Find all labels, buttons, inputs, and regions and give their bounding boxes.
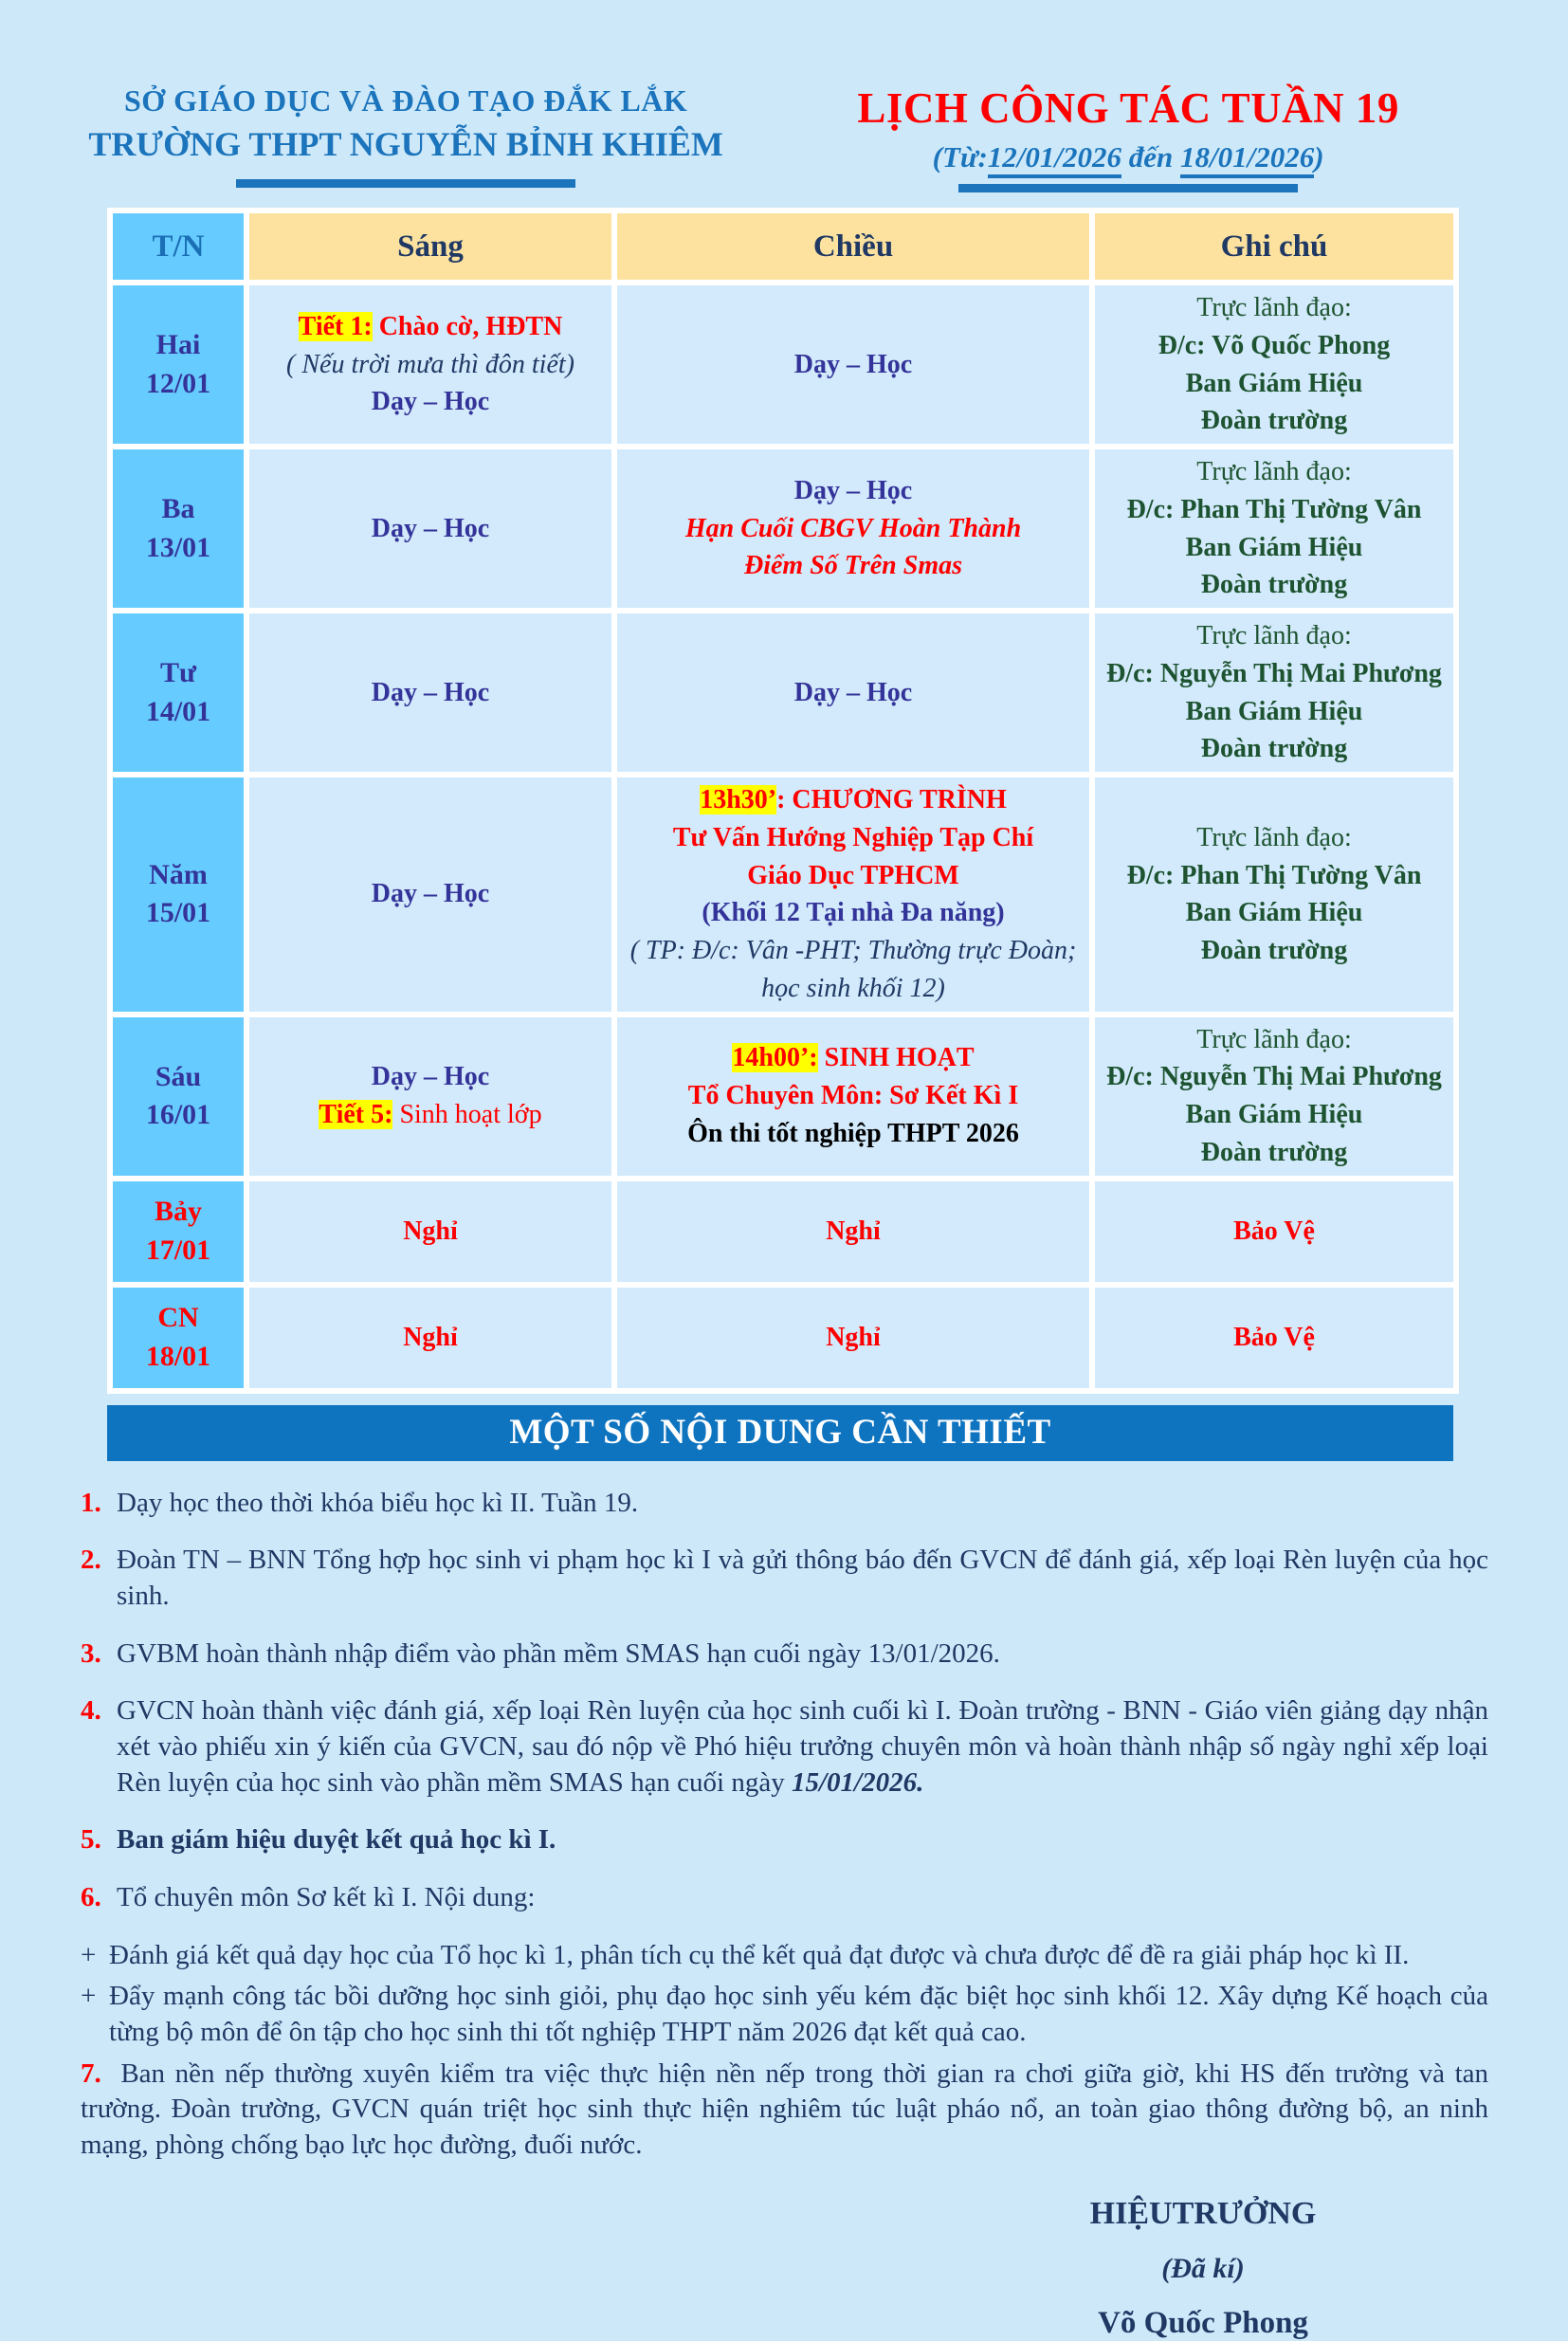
text-run: Nghỉ bbox=[403, 1322, 458, 1352]
text-run: Dạy – Học bbox=[371, 677, 490, 707]
notes-section bbox=[81, 1486, 1488, 2164]
table-row bbox=[113, 285, 1453, 444]
text-run: Đoàn trường bbox=[1200, 936, 1348, 965]
cell-line bbox=[255, 1096, 606, 1134]
morning-cell bbox=[249, 1181, 611, 1282]
cell-line bbox=[1101, 617, 1448, 655]
morning-cell bbox=[249, 1288, 611, 1388]
afternoon-cell bbox=[617, 613, 1089, 772]
cell-line bbox=[255, 308, 606, 346]
department-name: SỞ GIÁO DỤC VÀ ĐÀO TẠO ĐẮK LẮK bbox=[123, 83, 688, 118]
text-run: GVCN hoàn thành việc đánh giá, xếp loại Rèn luyện của học sinh cuối kì I. Đoàn trường - BNN - Giáo viên giảng dạy nhận xét vào phiếu xin ý kiến của GVCN, sau đó nộp về Phó hiệu trưởng chuyên môn và hoàn thành nhập số ngày nghỉ xếp loại Rèn luyện của học sinh vào phần mềm SMAS hạn cuối ngày bbox=[117, 1695, 1488, 1798]
cell-line bbox=[623, 932, 1084, 970]
morning-cell bbox=[249, 613, 611, 772]
day-cell bbox=[113, 1017, 244, 1176]
note-item bbox=[81, 1637, 1488, 1673]
header-rule-left bbox=[236, 179, 575, 188]
cell-line bbox=[1101, 1058, 1448, 1096]
text-run: 14h00’: bbox=[732, 1043, 818, 1073]
table-row bbox=[113, 777, 1453, 1012]
text-run: Bảo Vệ bbox=[1233, 1216, 1315, 1246]
cell-line bbox=[1101, 566, 1448, 604]
note-number: 1. bbox=[81, 1487, 101, 1518]
text-run: (Từ: bbox=[932, 140, 988, 174]
afternoon-cell bbox=[617, 777, 1089, 1012]
note-number: 4. bbox=[81, 1695, 101, 1727]
text-run: Giáo Dục TPHCM bbox=[747, 860, 959, 890]
text-run: 18/01/2026 bbox=[1180, 140, 1314, 178]
cell-line bbox=[255, 674, 606, 712]
cell-line bbox=[255, 1213, 606, 1251]
text-run: Ban Giám Hiệu bbox=[1185, 898, 1363, 928]
day-date: 17/01 bbox=[145, 1234, 211, 1266]
day-name: Sáu bbox=[155, 1060, 202, 1092]
text-run: ( TP: Đ/c: Vân -PHT; Thường trực Đoàn; bbox=[629, 936, 1077, 965]
text-run: Đ/c: Nguyễn Thị Mai Phương bbox=[1106, 658, 1442, 688]
day-cell bbox=[113, 285, 244, 444]
date-range bbox=[745, 140, 1511, 174]
afternoon-cell bbox=[617, 1181, 1089, 1282]
text-run: Tiết 5: bbox=[319, 1100, 393, 1129]
text-run: Tổ chuyên môn Sơ kết kì I. Nội dung: bbox=[117, 1882, 536, 1912]
signer-role: HIỆUTRƯỞNG bbox=[1089, 2195, 1317, 2231]
text-run: Dạy – Học bbox=[371, 387, 490, 417]
remark-cell bbox=[1095, 613, 1453, 772]
text-run: Đoàn trường bbox=[1200, 406, 1348, 436]
cell-line bbox=[1101, 491, 1448, 529]
text-run: Dạy – Học bbox=[793, 475, 913, 505]
cell-line bbox=[623, 857, 1084, 895]
table-row bbox=[113, 1288, 1453, 1388]
note-number: + bbox=[81, 1981, 97, 2012]
column-header-remark: Ghi chú bbox=[1095, 213, 1453, 280]
table-header-row bbox=[113, 213, 1453, 280]
cell-line bbox=[1101, 1319, 1448, 1357]
text-run: Ban giám hiệu duyệt kết quả học kì I. bbox=[117, 1824, 556, 1856]
note-item bbox=[81, 1938, 1488, 1974]
cell-line bbox=[623, 1213, 1084, 1251]
note-number: 3. bbox=[81, 1637, 101, 1669]
document-header bbox=[0, 0, 1568, 192]
afternoon-cell bbox=[617, 1288, 1089, 1388]
text-run: Trực lãnh đạo: bbox=[1196, 621, 1352, 650]
day-cell bbox=[113, 1288, 244, 1388]
cell-line bbox=[623, 819, 1084, 857]
text-run: Dạy – Học bbox=[793, 349, 913, 379]
cell-line bbox=[623, 894, 1084, 932]
cell-line bbox=[255, 1319, 606, 1357]
signed-note: (Đã kí) bbox=[1161, 2252, 1245, 2284]
cell-line bbox=[1101, 894, 1448, 932]
cell-line bbox=[623, 1115, 1084, 1153]
text-run: Trực lãnh đạo: bbox=[1196, 822, 1352, 852]
cell-line bbox=[1101, 693, 1448, 731]
text-run: Dạy học theo thời khóa biểu học kì II. Tuần 19. bbox=[117, 1487, 639, 1518]
day-name: Hai bbox=[155, 329, 201, 360]
afternoon-cell bbox=[617, 449, 1089, 608]
note-item bbox=[81, 1543, 1488, 1614]
text-run: Nghỉ bbox=[826, 1322, 881, 1352]
text-run: Hạn Cuối CBGV Hoàn Thành bbox=[684, 513, 1022, 543]
text-run: Ban nền nếp thường xuyên kiểm tra việc thực hiện nền nếp trong thời gian ra chơi giữa giờ, khi HS đến trường và tan trường. Đoàn trường, GVCN quán triệt học sinh thực hiện nghiêm túc luật pháo nổ, an toàn giao thông đường bộ, an ninh mạng, phòng chống bạo lực học đường, đuối nước. bbox=[81, 2058, 1488, 2161]
day-cell bbox=[113, 613, 244, 772]
cell-line bbox=[255, 1058, 606, 1096]
text-run: SINH HOẠT bbox=[817, 1043, 975, 1073]
day-date: 14/01 bbox=[145, 695, 211, 727]
text-run: Trực lãnh đạo: bbox=[1196, 457, 1352, 486]
cell-line bbox=[1101, 529, 1448, 567]
remark-cell bbox=[1095, 285, 1453, 444]
cell-line bbox=[623, 674, 1084, 712]
header-rule-right bbox=[958, 184, 1298, 192]
cell-line bbox=[1101, 453, 1448, 491]
morning-cell bbox=[249, 285, 611, 444]
text-run: ( Nếu trời mưa thì đôn tiết) bbox=[286, 349, 574, 379]
note-number: 6. bbox=[81, 1882, 101, 1912]
remark-cell bbox=[1095, 777, 1453, 1012]
day-name: Bảy bbox=[154, 1196, 202, 1227]
note-item bbox=[81, 2057, 1488, 2164]
day-date: 12/01 bbox=[145, 367, 211, 399]
cell-line bbox=[1101, 289, 1448, 327]
column-header-afternoon: Chiều bbox=[617, 213, 1089, 280]
schedule-table bbox=[107, 208, 1459, 1394]
title-block bbox=[745, 83, 1511, 192]
text-run: (Khối 12 Tại nhà Đa năng) bbox=[702, 898, 1005, 928]
text-run: Dạy – Học bbox=[371, 879, 490, 909]
cell-line bbox=[623, 472, 1084, 510]
column-header-morning: Sáng bbox=[249, 213, 611, 280]
text-run: Tư Vấn Hướng Nghiệp Tạp Chí bbox=[672, 822, 1034, 852]
day-name: Năm bbox=[149, 858, 208, 890]
table-row bbox=[113, 613, 1453, 772]
cell-line bbox=[1101, 932, 1448, 970]
day-date: 18/01 bbox=[145, 1340, 211, 1372]
day-date: 15/01 bbox=[145, 897, 211, 929]
text-run: 13h30’ bbox=[700, 785, 777, 814]
cell-line bbox=[1101, 1021, 1448, 1059]
text-run: Ôn thi tốt nghiệp THPT 2026 bbox=[687, 1118, 1019, 1148]
page-title: LỊCH CÔNG TÁC TUẦN 19 bbox=[857, 84, 1399, 132]
text-run: Dạy – Học bbox=[371, 513, 490, 543]
cell-line bbox=[1101, 365, 1448, 403]
text-run: Dạy – Học bbox=[371, 1062, 490, 1092]
text-run: Đoàn trường bbox=[1200, 1137, 1348, 1167]
cell-line bbox=[1101, 730, 1448, 768]
cell-line bbox=[1101, 1213, 1448, 1251]
morning-cell bbox=[249, 777, 611, 1012]
text-run: Ban Giám Hiệu bbox=[1185, 532, 1363, 562]
cell-line bbox=[623, 1319, 1084, 1357]
organization-block bbox=[66, 83, 745, 192]
text-run: Sinh hoạt lớp bbox=[392, 1100, 542, 1129]
cell-line bbox=[1101, 402, 1448, 440]
remark-cell bbox=[1095, 1181, 1453, 1282]
text-run: Đoàn trường bbox=[1200, 570, 1348, 600]
day-date: 13/01 bbox=[145, 531, 211, 563]
afternoon-cell bbox=[617, 285, 1089, 444]
text-run: GVBM hoàn thành nhập điểm vào phần mềm SMAS hạn cuối ngày 13/01/2026. bbox=[117, 1637, 1000, 1669]
text-run: Chào cờ, HĐTN bbox=[372, 311, 563, 341]
cell-line bbox=[623, 1039, 1084, 1077]
text-run: Đánh giá kết quả dạy học của Tổ học kì 1, phân tích cụ thể kết quả đạt được và chưa được để đề ra giải pháp học kì II. bbox=[109, 1939, 1410, 1970]
text-run: Ban Giám Hiệu bbox=[1185, 368, 1363, 398]
text-run: Đẩy mạnh công tác bồi dưỡng học sinh giỏi, phụ đạo học sinh yếu kém đặc biệt học sinh khối 12. Xây dựng Kế hoạch của từng bộ môn để ôn tập cho học sinh thi tốt nghiệp THPT năm 2026 đạt kết quả cao. bbox=[109, 1981, 1488, 2048]
text-run: Đ/c: Phan Thị Tường Vân bbox=[1126, 860, 1422, 890]
cell-line bbox=[255, 346, 606, 384]
cell-line bbox=[623, 781, 1084, 819]
text-run: học sinh khối 12) bbox=[761, 973, 945, 1003]
day-cell bbox=[113, 1181, 244, 1282]
remark-cell bbox=[1095, 1288, 1453, 1388]
text-run: 15/01/2026. bbox=[792, 1766, 924, 1798]
cell-line bbox=[1101, 857, 1448, 895]
text-run: Tiết 1: bbox=[298, 311, 373, 341]
text-run: Đoàn trường bbox=[1200, 734, 1348, 764]
day-name: Ba bbox=[161, 493, 195, 524]
day-name: CN bbox=[157, 1302, 199, 1333]
cell-line bbox=[255, 875, 606, 913]
table-row bbox=[113, 1017, 1453, 1176]
note-item bbox=[81, 1822, 1488, 1858]
text-run: đến bbox=[1121, 140, 1181, 174]
text-run: Đ/c: Phan Thị Tường Vân bbox=[1126, 494, 1422, 524]
cell-line bbox=[1101, 1134, 1448, 1172]
remark-cell bbox=[1095, 449, 1453, 608]
morning-cell bbox=[249, 449, 611, 608]
text-run: Bảo Vệ bbox=[1233, 1322, 1315, 1352]
cell-line bbox=[1101, 819, 1448, 857]
schedule-table-wrap bbox=[107, 208, 1453, 1394]
day-cell bbox=[113, 449, 244, 608]
cell-line bbox=[1101, 1096, 1448, 1134]
note-item bbox=[81, 1693, 1488, 1801]
note-number: + bbox=[81, 1939, 97, 1970]
note-number: 2. bbox=[81, 1545, 101, 1576]
text-run: Dạy – Học bbox=[793, 677, 913, 707]
text-run: Ban Giám Hiệu bbox=[1185, 1100, 1363, 1129]
cell-line bbox=[1101, 655, 1448, 693]
cell-line bbox=[255, 510, 606, 548]
cell-line bbox=[623, 970, 1084, 1008]
text-run: ) bbox=[1314, 140, 1324, 174]
day-cell bbox=[113, 777, 244, 1012]
column-header-day: T/N bbox=[113, 213, 244, 280]
text-run: Đoàn TN – BNN Tổng hợp học sinh vi phạm học kì I và gửi thông báo đến GVCN để đánh giá, xếp loại Rèn luyện của học sinh. bbox=[117, 1545, 1488, 1611]
cell-line bbox=[623, 1077, 1084, 1115]
text-run: Điểm Số Trên Smas bbox=[744, 551, 962, 581]
text-run: Trực lãnh đạo: bbox=[1196, 293, 1352, 322]
cell-line bbox=[623, 346, 1084, 384]
cell-line bbox=[623, 547, 1084, 585]
text-run: Ban Giám Hiệu bbox=[1185, 696, 1363, 726]
text-run: Đ/c: Võ Quốc Phong bbox=[1158, 330, 1391, 360]
text-run: Nghỉ bbox=[403, 1216, 458, 1246]
day-date: 16/01 bbox=[145, 1099, 211, 1130]
table-row bbox=[113, 1181, 1453, 1282]
note-item bbox=[81, 1880, 1488, 1916]
text-run: Tổ Chuyên Môn: Sơ Kết Kì I bbox=[687, 1081, 1019, 1111]
note-number: 7. bbox=[81, 2058, 101, 2089]
morning-cell bbox=[249, 1017, 611, 1176]
cell-line bbox=[623, 510, 1084, 548]
note-item bbox=[81, 1486, 1488, 1522]
remark-cell bbox=[1095, 1017, 1453, 1176]
note-number: 5. bbox=[81, 1824, 101, 1856]
signer-name: Võ Quốc Phong bbox=[1098, 2305, 1308, 2340]
school-name: TRƯỜNG THPT NGUYỄN BỈNH KHIÊM bbox=[88, 125, 723, 163]
text-run: Trực lãnh đạo: bbox=[1196, 1024, 1352, 1054]
cell-line bbox=[1101, 327, 1448, 365]
text-run: : CHƯƠNG TRÌNH bbox=[776, 785, 1007, 814]
section-banner: MỘT SỐ NỘI DUNG CẦN THIẾT bbox=[107, 1405, 1453, 1461]
table-row bbox=[113, 449, 1453, 608]
text-run: Nghỉ bbox=[826, 1216, 881, 1246]
cell-line bbox=[255, 383, 606, 421]
afternoon-cell bbox=[617, 1017, 1089, 1176]
text-run: Đ/c: Nguyễn Thị Mai Phương bbox=[1106, 1062, 1442, 1092]
day-name: Tư bbox=[159, 657, 196, 688]
text-run: 12/01/2026 bbox=[988, 140, 1121, 178]
note-item bbox=[81, 1979, 1488, 2050]
